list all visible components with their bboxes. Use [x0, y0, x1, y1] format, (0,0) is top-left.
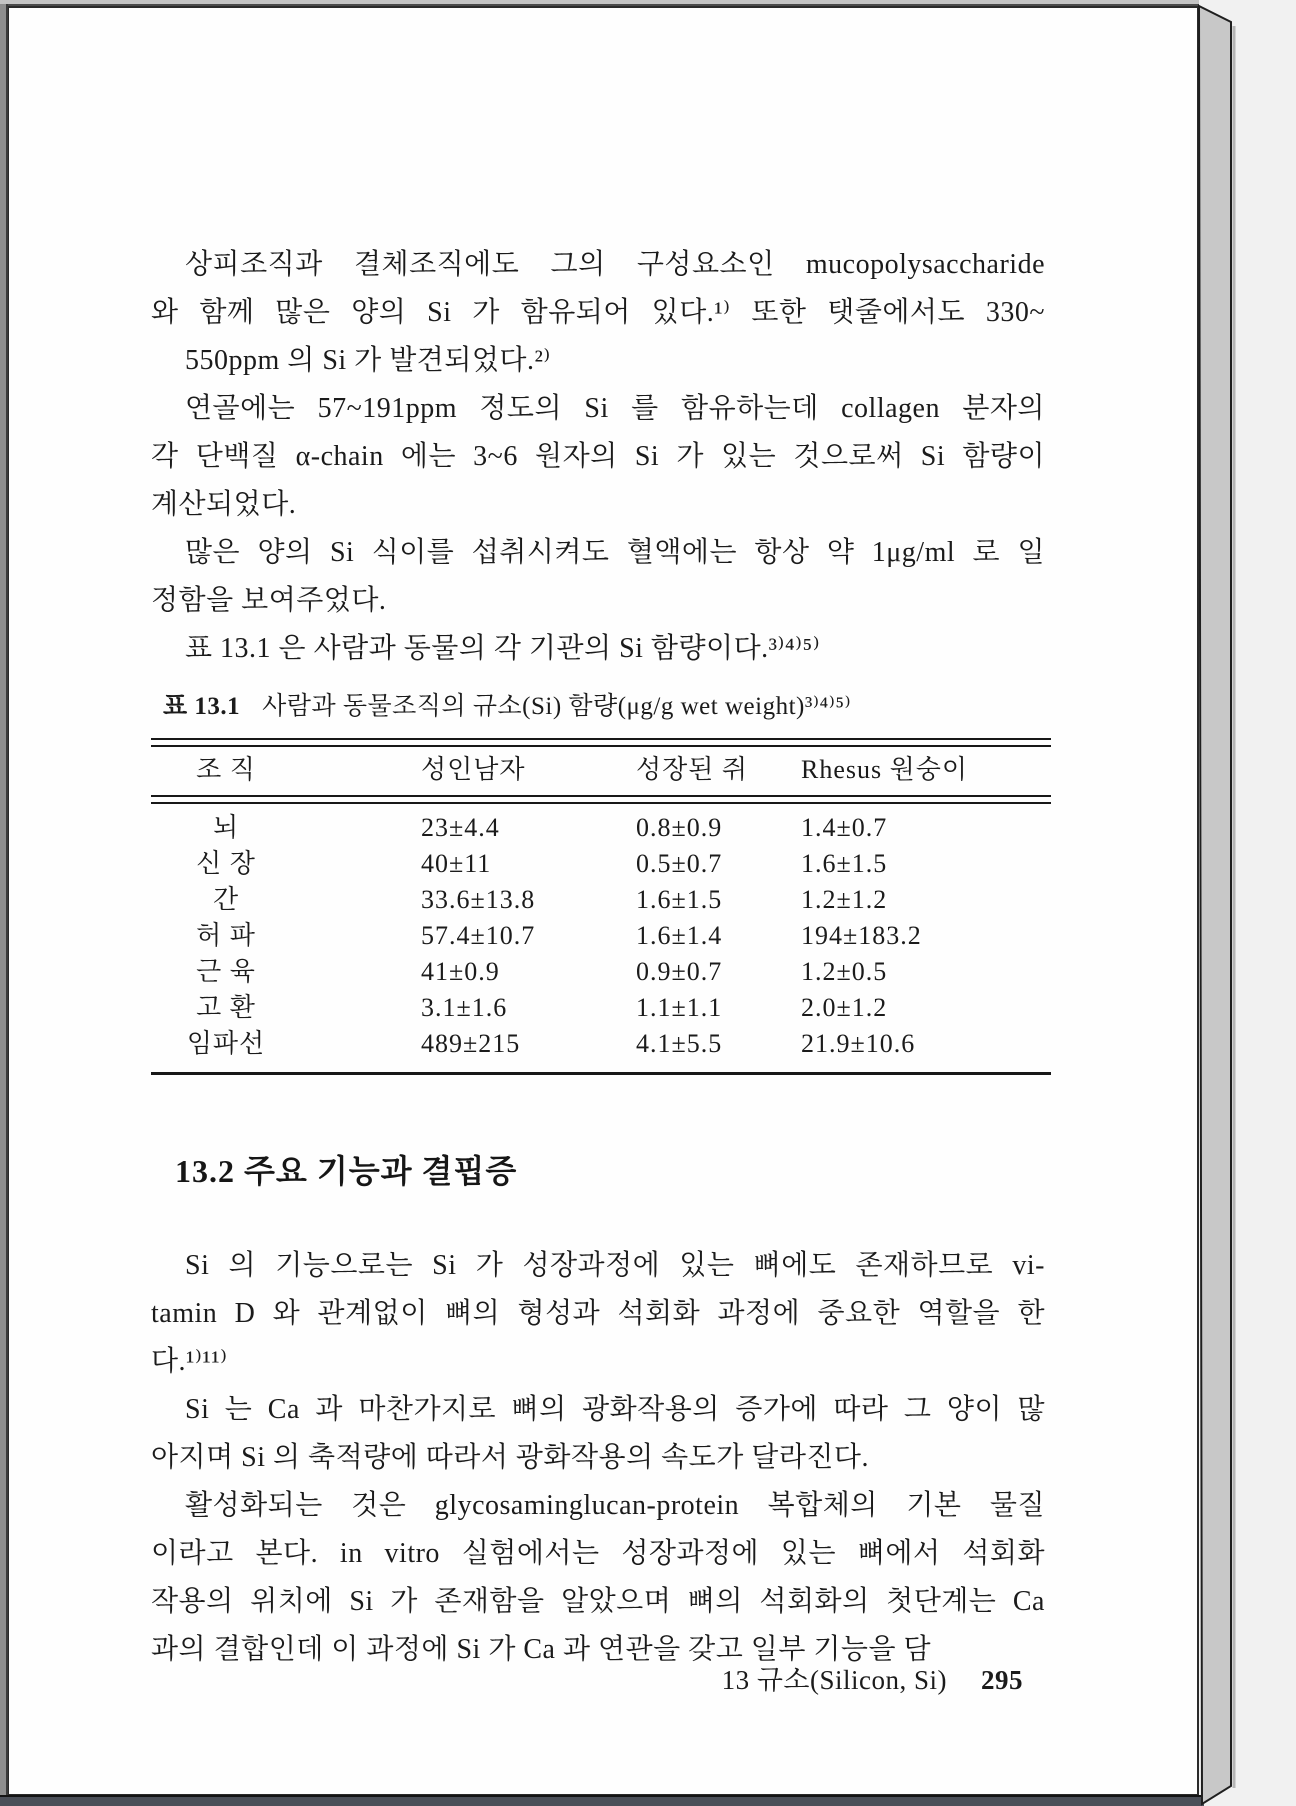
table-header-cell: 조 직	[196, 755, 256, 784]
table-cell: 40±11	[421, 849, 492, 878]
table-header-cell: Rhesus 원숭이	[801, 755, 968, 784]
text-line: 작용의 위치에 Si 가 존재함을 알았으며 뼈의 석회화의 첫단계는 Ca	[151, 1586, 1045, 1617]
page-footer	[151, 1658, 1045, 1697]
table-cell: 허 파	[196, 921, 256, 950]
text-line: Si 는 Ca 과 마찬가지로 뼈의 광화작용의 증가에 따라 그 양이 많	[185, 1394, 1045, 1425]
text-line: 과의 결합인데 이 과정에 Si 가 Ca 과 연관을 갖고 일부 기능을 담	[151, 1634, 932, 1665]
right-edge	[1199, 6, 1231, 1804]
top-edge	[0, 0, 1199, 4]
table-cell: 0.5±0.7	[636, 849, 723, 878]
text-line: 아지며 Si 의 축적량에 따라서 광화작용의 속도가 달라진다.	[151, 1442, 869, 1473]
table-cell: 23±4.4	[421, 813, 500, 842]
table-cell: 신 장	[196, 849, 256, 878]
table-header-cell: 성인남자	[421, 755, 526, 784]
page-number: 295	[981, 1665, 1023, 1695]
table-cell: 간	[212, 885, 240, 914]
table-cell: 1.1±1.1	[636, 993, 723, 1022]
table-row	[151, 990, 1051, 1026]
table-cell: 1.6±1.4	[636, 921, 723, 950]
table-row	[151, 882, 1051, 918]
table-cell: 4.1±5.5	[636, 1029, 723, 1058]
table-body	[151, 804, 1051, 1072]
table-cell: 0.9±0.7	[636, 957, 723, 986]
paper	[7, 6, 1199, 1796]
table-caption	[151, 690, 1051, 724]
table-cell: 2.0±1.2	[801, 993, 888, 1022]
text-line: 상피조직과 결체조직에도 그의 구성요소인 mucopolysaccharide	[185, 249, 1045, 280]
table-header-rule	[151, 795, 1051, 804]
left-edge	[0, 4, 6, 1802]
table-cell: 고 환	[196, 993, 256, 1022]
text-line: 연골에는 57~191ppm 정도의 Si 를 함유하는데 collagen 분자의	[185, 393, 1045, 424]
text-line: 와 함께 많은 양의 Si 가 함유되어 있다.¹⁾ 또한 탯줄에서도 330~	[151, 297, 1045, 328]
table-cell: 41±0.9	[421, 957, 500, 986]
text-line: Si 의 기능으로는 Si 가 성장과정에 있는 뼈에도 존재하므로 vi-	[185, 1250, 1045, 1281]
text-line: 이라고 본다. in vitro 실험에서는 성장과정에 있는 뼈에서 석회화	[151, 1538, 1045, 1569]
table-cell: 489±215	[421, 1029, 521, 1058]
table-cell: 1.2±1.2	[801, 885, 888, 914]
intro-paragraphs	[151, 241, 1045, 673]
section-heading: 13.2 주요 기능과 결핍증	[175, 1153, 518, 1189]
table-cell: 임파선	[186, 1029, 266, 1058]
table-caption-label: 표 13.1	[163, 693, 241, 720]
table-cell: 뇌	[212, 813, 240, 842]
table-row	[151, 954, 1051, 990]
table-cell: 0.8±0.9	[636, 813, 723, 842]
text-line: 활성화되는 것은 glycosaminglucan-protein 복합체의 기본 물질	[185, 1490, 1045, 1521]
si-content-table	[151, 690, 1051, 1075]
table-caption-text: 사람과 동물조직의 규소(Si) 함량(μg/g wet weight)³⁾⁴⁾⁵⁾	[262, 693, 852, 720]
table-row	[151, 1026, 1051, 1062]
table-bottom-rule	[151, 1072, 1051, 1075]
text-line: 계산되었다.	[151, 489, 297, 520]
table-header-cell: 성장된 쥐	[636, 755, 748, 784]
table-cell: 1.4±0.7	[801, 813, 888, 842]
text-line: 표 13.1 은 사람과 동물의 각 기관의 Si 함량이다.³⁾⁴⁾⁵⁾	[185, 633, 821, 664]
text-line: 다.¹⁾¹¹⁾	[151, 1346, 228, 1377]
table-header-row	[151, 747, 1051, 793]
table-cell: 1.6±1.5	[801, 849, 888, 878]
table-cell: 33.6±13.8	[421, 885, 536, 914]
table-cell: 1.2±0.5	[801, 957, 888, 986]
text-line: 550ppm 의 Si 가 발견되었다.²⁾	[185, 345, 551, 376]
functions-paragraphs	[151, 1242, 1045, 1674]
table-cell: 57.4±10.7	[421, 921, 536, 950]
table-cell: 21.9±10.6	[801, 1029, 916, 1058]
bottom-edge	[0, 1797, 1204, 1806]
table-row	[151, 810, 1051, 846]
text-line: 많은 양의 Si 식이를 섭취시켜도 혈액에는 항상 약 1μg/ml 로 일	[185, 537, 1045, 568]
table-cell: 3.1±1.6	[421, 993, 508, 1022]
table-cell: 194±183.2	[801, 921, 922, 950]
table-row	[151, 918, 1051, 954]
table-row	[151, 846, 1051, 882]
table-cell: 근 육	[196, 957, 256, 986]
text-line: 정함을 보여주었다.	[151, 585, 387, 616]
text-line: tamin D 와 관계없이 뼈의 형성과 석회화 과정에 중요한 역할을 한	[151, 1298, 1045, 1329]
running-title: 13 규소(Silicon, Si)	[721, 1665, 947, 1695]
table-top-rule	[151, 738, 1051, 747]
text-line: 각 단백질 α-chain 에는 3~6 원자의 Si 가 있는 것으로써 Si 함량이	[151, 441, 1045, 472]
table-cell: 1.6±1.5	[636, 885, 723, 914]
